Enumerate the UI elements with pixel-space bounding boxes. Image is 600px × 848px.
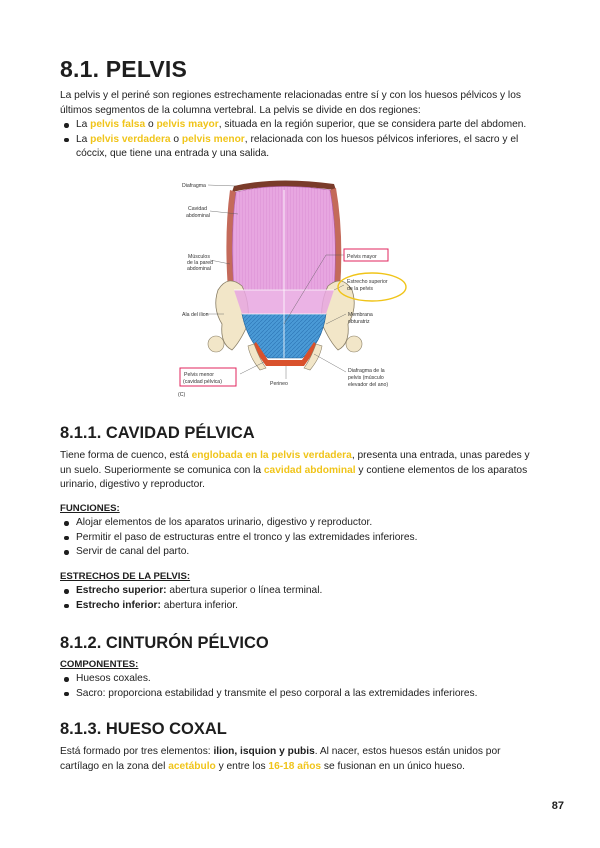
list-item: Estrecho superior: abertura superior o línea terminal. [60,584,545,599]
label-membrana: Membrana [348,312,373,318]
highlight-pelvis-mayor: pelvis mayor [156,119,219,130]
label-cavidad: Cavidad [188,206,208,212]
coxal-title: 8.1.3. HUESO COXAL [60,720,227,738]
highlight-cavidad-abdominal: cavidad abdominal [263,464,356,476]
highlight-pelvis-menor: pelvis menor [181,133,245,145]
estrechos-label: ESTRECHOS DE LA PELVIS: [60,571,191,582]
estrechos-list [60,584,545,613]
coxal-paragraph: Está formado por tres elementos: ilion, isquion y pubis. Al nacer, estos huesos están unidos por cartílago en la zona del acetábulo y entre los 16-18 años se fusionan en un único hueso. [60,746,501,772]
highlight-englobada: englobada en la pelvis verdadera [191,450,352,461]
funciones-label: FUNCIONES: [60,503,120,514]
highlight-pelvis-falsa: pelvis falsa [90,119,146,130]
page-number: 87 [551,800,564,812]
list-item: La pelvis falsa o pelvis mayor, situada en la región superior, que se considera parte del abdomen. [60,118,545,133]
list-item: Estrecho inferior: abertura inferior. [60,599,545,614]
label-cavidad-pelvica: (cavidad pélvica) [183,379,222,385]
funciones-list [60,516,545,560]
label-estrecho-superior: Estrecho superior [347,279,388,285]
label-musculo: pelvis (músculo [348,375,384,381]
label-pelvis-menor: Pelvis menor [184,372,214,378]
label-diafragma: Diafragma [182,183,206,189]
cavidad-paragraph: Tiene forma de cuenco, está englobada en la pelvis verdadera, presenta una entrada, unas paredes y un suelo. Superiormente se comunica con la cavidad abdominal y contiene elementos de los aparatos urinario, digestivo y reproductor. [60,450,530,491]
label-pared: de la pared [187,260,213,266]
label-de-la-pelvis: de la pelvis [347,286,373,292]
label-elevador-ano: elevador del ano) [348,382,389,388]
label-pelvis-mayor: Pelvis mayor [347,254,377,260]
componentes-list [60,672,545,701]
section-title: 8.1. PELVIS [60,56,188,82]
figure-tag: (C) [178,392,186,398]
list-item: Permitir el paso de estructuras entre el tronco y las extremidades inferiores. [60,531,545,546]
label-obturatriz: obturatriz [348,319,370,325]
list-item: Sacro: proporciona estabilidad y transmite el peso corporal a las extremidades inferiores. [60,687,545,702]
highlight-16-18: 16-18 años [268,760,322,772]
highlight-acetabulo: acetábulo [168,760,216,772]
list-item: Alojar elementos de los aparatos urinario, digestivo y reproductor. [60,516,545,531]
label-perineo: Perineo [270,381,288,387]
cinturon-title: 8.1.2. CINTURÓN PÉLVICO [60,634,269,652]
pelvis-diagram [176,174,412,400]
label-abdominal: abdominal [186,213,210,219]
list-item: La pelvis verdadera o pelvis menor, relacionada con los huesos pélvicos inferiores, el sacro y el cóccix, que tiene una entrada y una salida. [60,133,545,162]
label-musculos: Músculos [188,254,210,260]
pelvis-regions-list [60,118,545,162]
cavidad-title: 8.1.1. CAVIDAD PÉLVICA [60,424,255,442]
list-item: Servir de canal del parto. [60,545,545,560]
componentes-label: COMPONENTES: [60,659,139,670]
label-diafragma-pelvis: Diafragma de la [348,368,385,374]
list-item: Huesos coxales. [60,672,545,687]
intro-paragraph: La pelvis y el periné son regiones estrechamente relacionadas entre sí y con los huesos pélvicos y los últimos segmentos de la columna vertebral. La pelvis se divide en dos regiones: [60,90,521,116]
label-abdominal-2: abdominal [187,266,211,272]
label-ala-ilion: Ala del ilion [182,312,209,318]
highlight-pelvis-verdadera: pelvis verdadera [90,133,171,145]
